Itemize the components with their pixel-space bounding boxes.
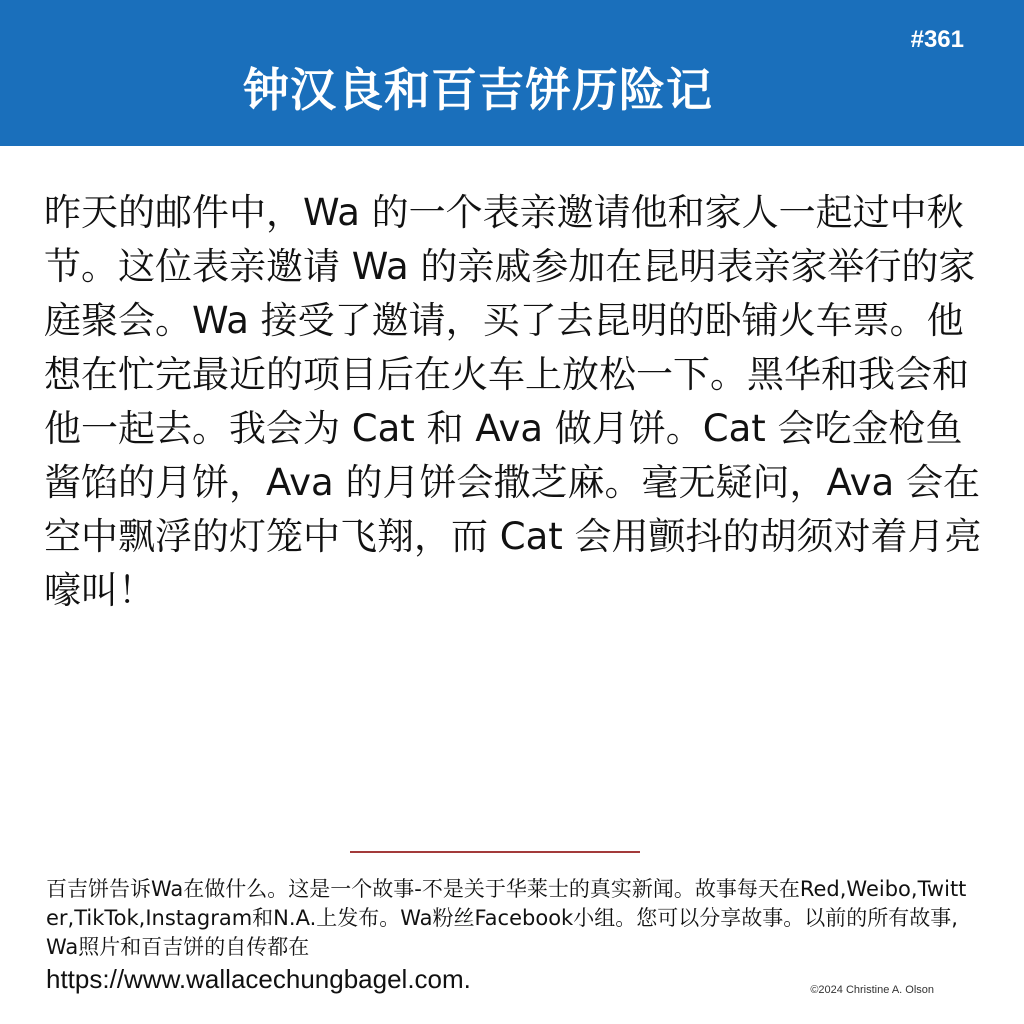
footer-note — [46, 875, 976, 996]
footer-text: 百吉饼告诉Wa在做什么。这是一个故事-不是关于华莱士的真实新闻。故事每天在Red,Weibo,Twitter,TikTok,Instagram和N.A.上发布。Wa粉丝Facebook小组。您可以分享故事。以前的所有故事,Wa照片和百吉饼的自传都在 — [46, 877, 967, 959]
episode-number: #361 — [910, 26, 964, 53]
page-title: 钟汉良和百吉饼历险记 — [243, 63, 713, 117]
header-banner — [0, 0, 1024, 146]
copyright-notice: ©2024 Christine A. Olson — [810, 984, 934, 996]
divider-line — [350, 851, 640, 853]
website-link[interactable]: https://www.wallacechungbagel.com. — [46, 964, 471, 994]
story-text: 昨天的邮件中，Wa 的一个表亲邀请他和家人一起过中秋节。这位表亲邀请 Wa 的亲戚参加在昆明表亲家举行的家庭聚会。Wa 接受了邀请，买了去昆明的卧铺火车票。他想在忙完最近的项目后在火车上放松一下。黑华和我会和他一起去。我会为 Cat 和 Ava 做月饼。Cat 会吃金枪鱼酱馅的月饼，Ava 的月饼会撒芝麻。毫无疑问，Ava 会在空中飘浮的灯笼中飞翔，而 Cat 会用颤抖的胡须对着月亮嚎叫！ — [44, 191, 982, 612]
